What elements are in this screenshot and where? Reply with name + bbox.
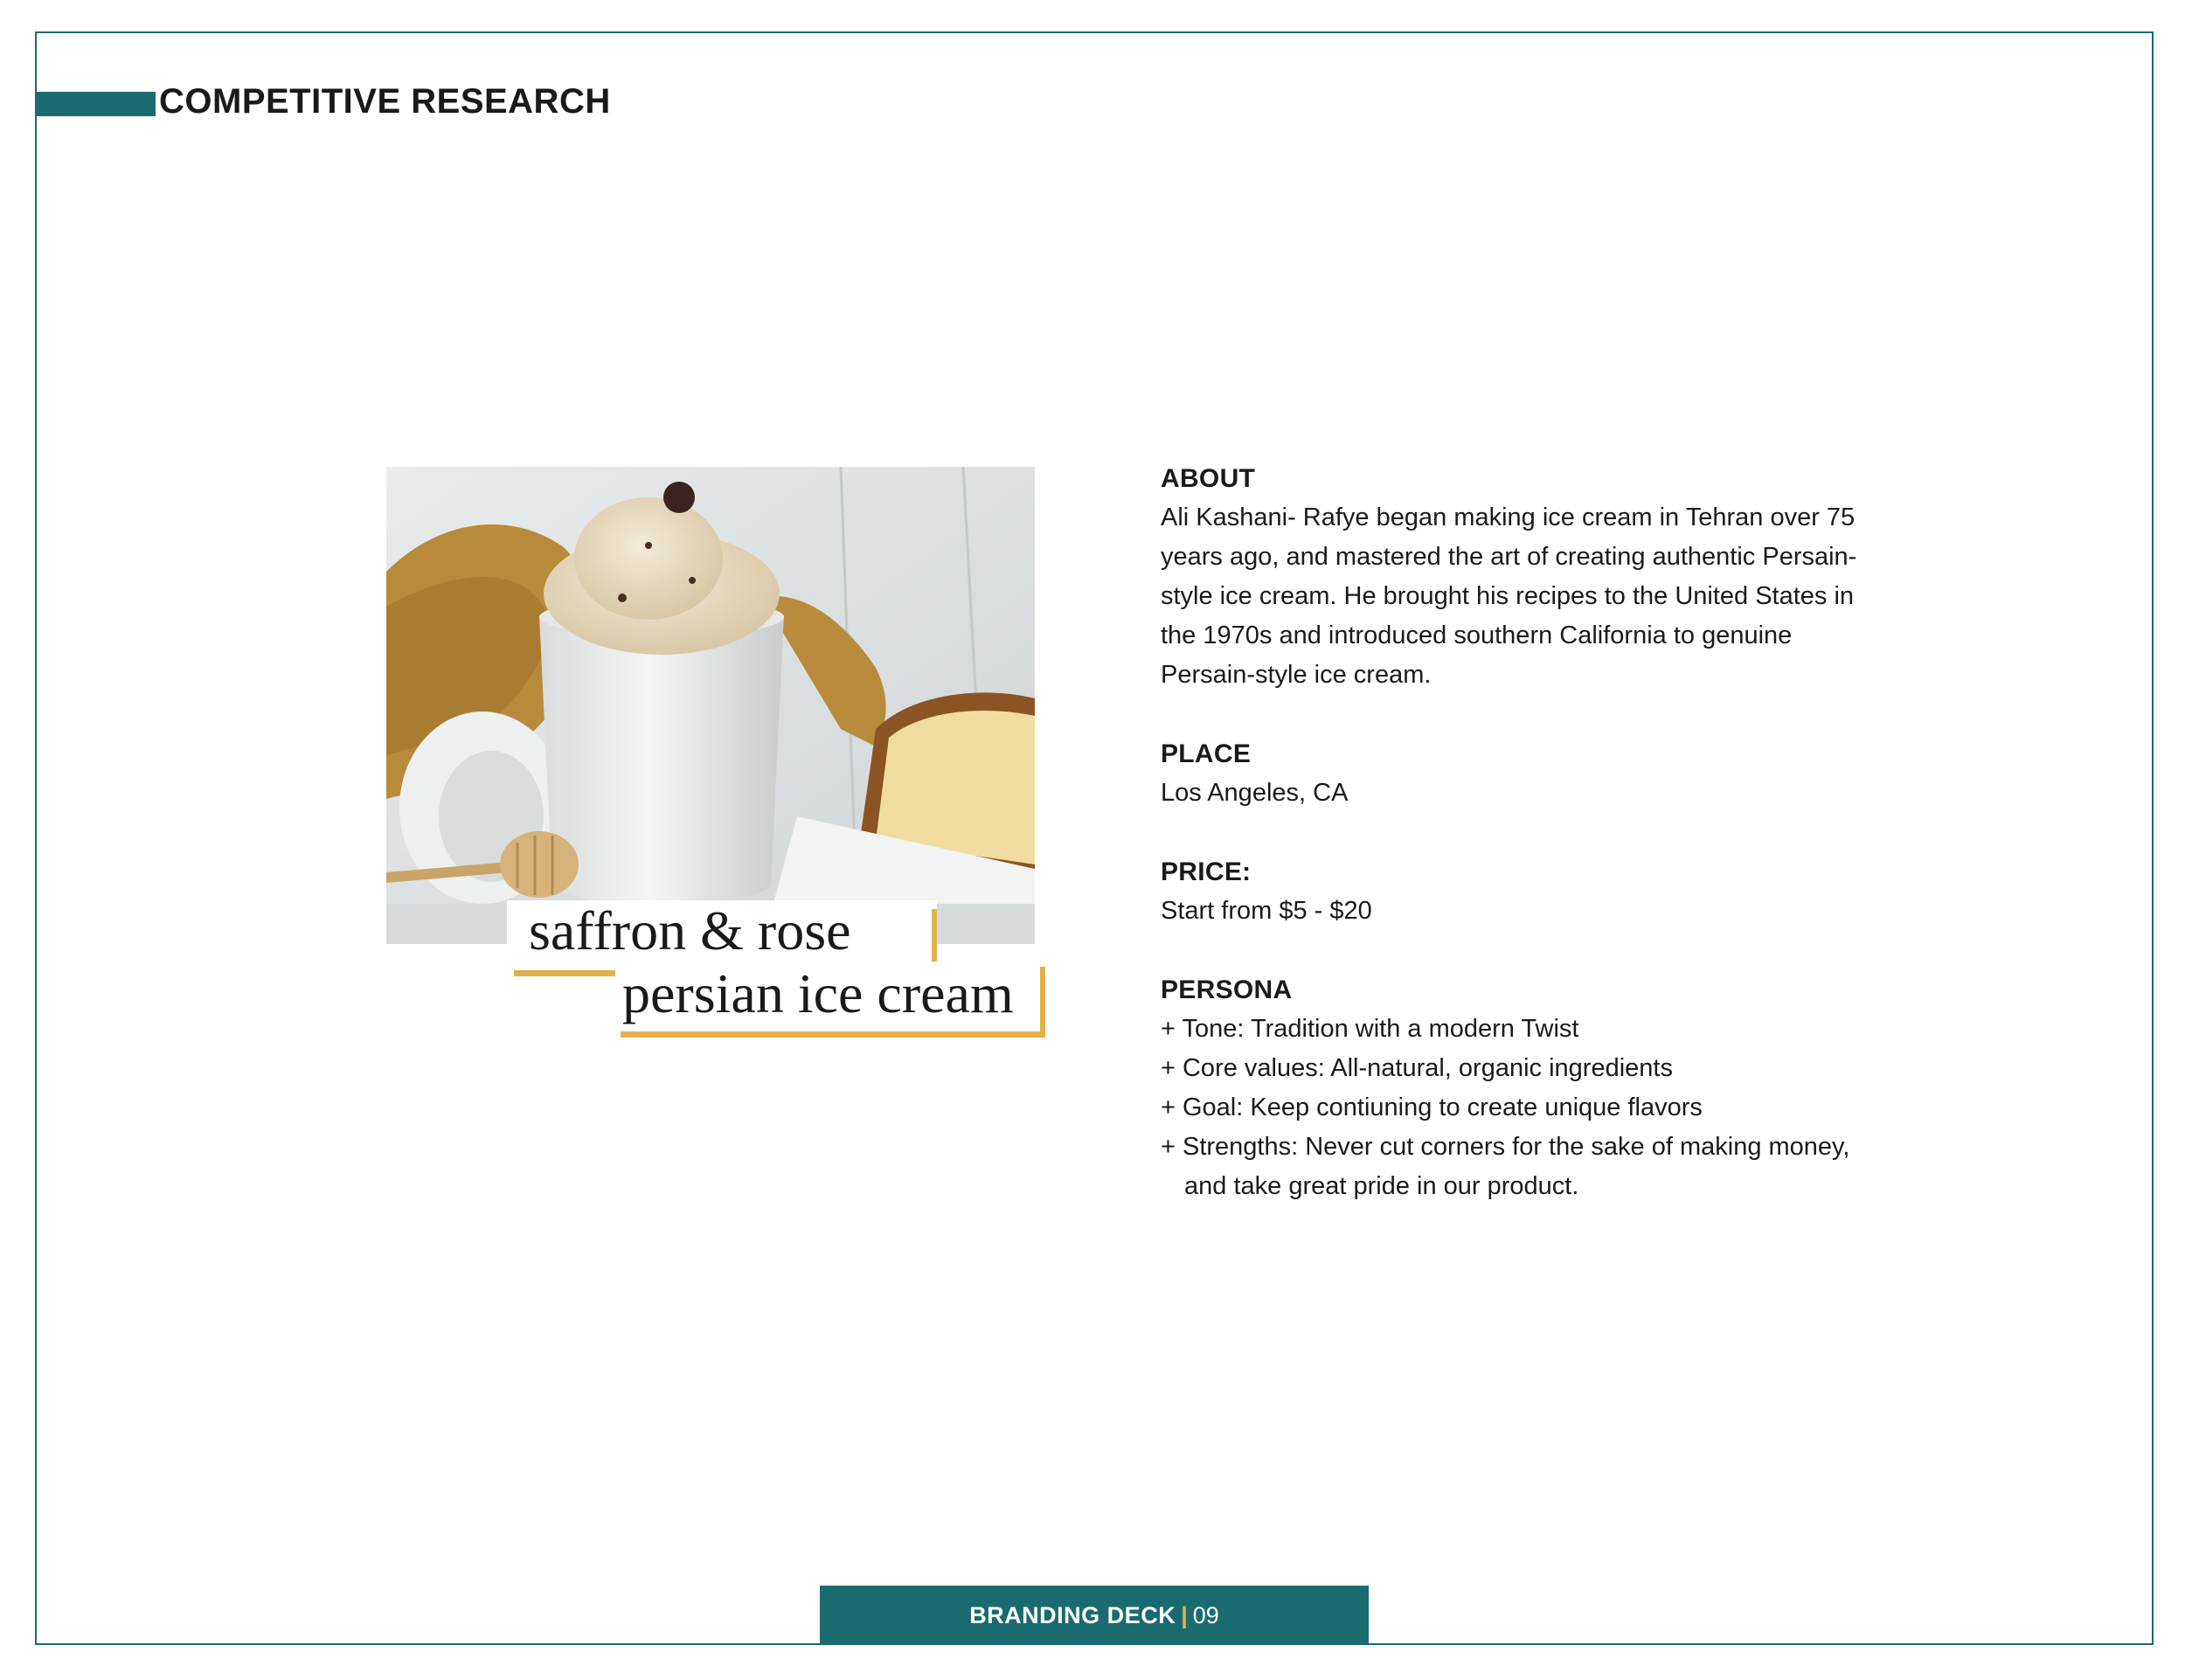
gold-accent-bar bbox=[1040, 967, 1045, 1037]
gold-underline bbox=[621, 1031, 1045, 1038]
persona-item: + Goal: Keep contiuning to create unique flavors bbox=[1161, 1093, 1703, 1121]
ice-cream-photo bbox=[386, 467, 1035, 944]
page-title: COMPETITIVE RESEARCH bbox=[159, 82, 611, 121]
price-text: Start from $5 - $20 bbox=[1161, 897, 1372, 925]
about-text: Ali Kashani- Rafye began making ice cream in Tehran over 75 years ago, and mastered the art of creating authentic Persain-style ice cream. He brought his recipes to the United States in the 1970s and introduced southern California to genuine Persain-style ice cream. bbox=[1161, 503, 1857, 689]
gold-underline bbox=[514, 970, 615, 976]
about-label: ABOUT bbox=[1161, 464, 1256, 493]
product-caption-line1: saffron & rose bbox=[529, 899, 851, 961]
footer-separator: | bbox=[1181, 1602, 1188, 1628]
price-label: PRICE: bbox=[1161, 857, 1252, 886]
persona-item: + Core values: All-natural, organic ingredients bbox=[1161, 1054, 1673, 1082]
footer-brand: BRANDING DECK bbox=[969, 1602, 1176, 1628]
price-section bbox=[1161, 852, 1860, 931]
info-column bbox=[1161, 459, 1860, 1246]
place-label: PLACE bbox=[1161, 739, 1252, 768]
product-caption-line2: persian ice cream bbox=[622, 962, 1014, 1024]
persona-item: + Tone: Tradition with a modern Twist bbox=[1161, 1015, 1579, 1043]
footer-bar bbox=[820, 1586, 1369, 1645]
place-section bbox=[1161, 734, 1860, 813]
gold-accent-bar bbox=[932, 909, 937, 961]
place-text: Los Angeles, CA bbox=[1161, 779, 1349, 807]
persona-section bbox=[1161, 970, 1860, 1206]
header-accent-bar bbox=[35, 92, 156, 116]
persona-label: PERSONA bbox=[1161, 975, 1293, 1004]
persona-item: + Strengths: Never cut corners for the sake of making money, and take great pride in our product. bbox=[1161, 1133, 1850, 1200]
page-number: 09 bbox=[1192, 1602, 1219, 1628]
about-section bbox=[1161, 459, 1860, 695]
